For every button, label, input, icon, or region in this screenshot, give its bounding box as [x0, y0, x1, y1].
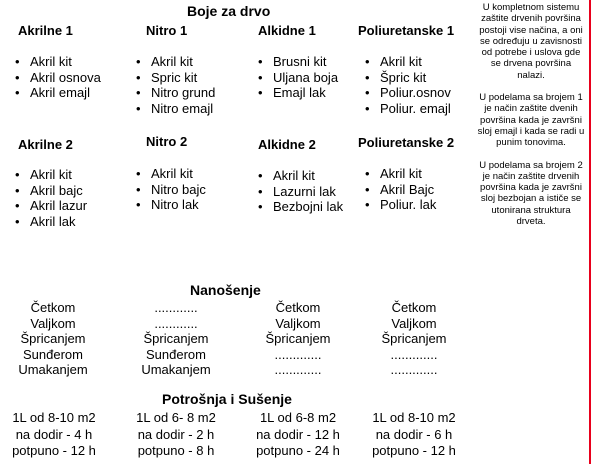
list-item: • Nitro grund: [136, 85, 216, 100]
table-cell: Valjkom: [30, 315, 76, 331]
bullet-icon: •: [258, 199, 263, 214]
bullet-icon: •: [365, 166, 370, 181]
table-cell: .............: [274, 346, 322, 362]
bullet-icon: •: [15, 167, 20, 182]
heading-poliuretanske-2: Poliuretanske 2: [358, 135, 455, 150]
table-cell: potpuno - 8 h: [137, 443, 215, 458]
list-item: • Emajl lak: [258, 85, 326, 100]
list-item: • Nitro emajl: [136, 100, 214, 116]
list-item: • Akril kit: [136, 54, 193, 69]
list-alkidne-1: [258, 54, 338, 101]
sidebar-paragraph: U podelama sa brojem 2 je način zaštite drvenih površina kada je završni sloj bezbojan a ističe se utonirana struktura drveta.: [479, 159, 583, 228]
list-item: • Akril kit: [258, 168, 315, 183]
table-cell: 1L od 8-10 m2: [372, 410, 456, 425]
table-cell: potpuno - 12 h: [12, 443, 96, 458]
table-cell: na dodir - 6 h: [375, 426, 453, 442]
page-title: Boje za drvo: [187, 3, 271, 19]
list-item: • Akril kit: [365, 54, 422, 69]
bullet-icon: •: [258, 183, 263, 199]
bullet-icon: •: [136, 69, 141, 85]
heading-akrilne-1: Akrilne 1: [18, 23, 73, 38]
list-item: • Poliur. emajl: [365, 100, 451, 116]
potrosnja-title: Potrošnja i Sušenje: [162, 391, 292, 407]
list-nitro-1: [136, 54, 215, 116]
bullet-icon: •: [258, 54, 263, 69]
table-cell: Špricanjem: [20, 331, 86, 346]
list-item: • Akril osnova: [15, 69, 101, 85]
list-akrilne-1: [15, 54, 101, 101]
bullet-icon: •: [136, 166, 141, 181]
list-poliuretanske-2: [365, 166, 436, 213]
list-item: • Uljana boja: [258, 69, 339, 85]
list-item: • Akril bajc: [15, 182, 83, 198]
table-cell: 1L od 8-10 m2: [12, 410, 96, 425]
bullet-icon: •: [15, 69, 20, 85]
bullet-icon: •: [136, 100, 141, 116]
list-item: • Spric kit: [136, 69, 198, 85]
bullet-icon: •: [258, 69, 263, 85]
list-item: • Poliur. lak: [365, 197, 437, 212]
sidebar-paragraph: U podelama sa brojem 1 je način zaštite dvenih površina kada je završni sloj emajl i kada se radi u punim tonovima.: [477, 92, 585, 149]
table-cell: ............: [154, 315, 198, 331]
bullet-icon: •: [136, 54, 141, 69]
bullet-icon: •: [365, 100, 370, 116]
table-cell: .............: [274, 362, 322, 377]
list-item: • Akril emajl: [15, 85, 90, 100]
sidebar-notes: [476, 2, 586, 238]
bullet-icon: •: [136, 85, 141, 100]
potrosnja-column-2: [121, 410, 231, 460]
table-cell: .............: [390, 362, 438, 377]
list-poliuretanske-1: [365, 54, 451, 116]
bullet-icon: •: [365, 197, 370, 212]
bullet-icon: •: [15, 54, 20, 69]
table-cell: Umakanjem: [141, 362, 211, 377]
nanosenje-column-4: [364, 300, 464, 378]
bullet-icon: •: [15, 85, 20, 100]
table-cell: Špricanjem: [265, 331, 331, 346]
bullet-icon: •: [258, 168, 263, 183]
table-cell: na dodir - 12 h: [256, 426, 340, 442]
heading-nitro-1: Nitro 1: [146, 23, 188, 38]
table-cell: Četkom: [275, 300, 321, 315]
heading-akrilne-2: Akrilne 2: [18, 137, 73, 152]
list-item: • Brusni kit: [258, 54, 327, 69]
table-cell: .............: [390, 346, 438, 362]
table-cell: 1L od 6- 8 m2: [136, 410, 216, 425]
table-cell: na dodir - 4 h: [15, 426, 93, 442]
nanosenje-column-2: [126, 300, 226, 378]
list-item: • Poliur.osnov: [365, 85, 451, 100]
nanosenje-column-3: [248, 300, 348, 378]
table-cell: potpuno - 24 h: [256, 443, 340, 458]
list-item: • Akril kit: [136, 166, 193, 181]
list-item: • Bezbojni lak: [258, 199, 344, 214]
table-cell: ............: [154, 300, 198, 315]
list-nitro-2: [136, 166, 206, 213]
bullet-icon: •: [258, 85, 263, 100]
potrosnja-column-1: [0, 410, 109, 460]
potrosnja-column-4: [359, 410, 469, 460]
bullet-icon: •: [136, 197, 141, 212]
list-akrilne-2: [15, 167, 87, 229]
bullet-icon: •: [136, 181, 141, 197]
bullet-icon: •: [15, 182, 20, 198]
table-cell: Četkom: [391, 300, 437, 315]
potrosnja-column-3: [243, 410, 353, 460]
table-cell: Špricanjem: [381, 331, 447, 346]
table-cell: na dodir - 2 h: [137, 426, 215, 442]
bullet-icon: •: [15, 213, 20, 229]
heading-alkidne-2: Alkidne 2: [258, 137, 316, 152]
heading-nitro-2: Nitro 2: [146, 134, 188, 149]
red-border-line: [589, 0, 591, 464]
list-item: • Akril lak: [15, 213, 76, 229]
list-item: • Akril kit: [15, 167, 72, 182]
bullet-icon: •: [365, 181, 370, 197]
bullet-icon: •: [365, 54, 370, 69]
table-cell: Valjkom: [275, 315, 321, 331]
list-item: • Nitro bajc: [136, 181, 206, 197]
nanosenje-title: Nanošenje: [190, 282, 261, 298]
heading-poliuretanske-1: Poliuretanske 1: [358, 23, 455, 38]
table-cell: Umakanjem: [18, 362, 88, 377]
list-item: • Špric kit: [365, 69, 427, 85]
sidebar-paragraph: U kompletnom sistemu zaštite drvenih površina postoji vise načina, a oni se određuju u zavisnosti od potrebe i uslova gde se drvena površina nalazi.: [479, 2, 583, 81]
heading-alkidne-1: Alkidne 1: [258, 23, 316, 38]
table-cell: Sunđerom: [146, 346, 206, 362]
list-item: • Akril lazur: [15, 198, 88, 213]
table-cell: Špricanjem: [143, 331, 209, 346]
bullet-icon: •: [365, 69, 370, 85]
list-item: • Akril Bajc: [365, 181, 435, 197]
bullet-icon: •: [15, 198, 20, 213]
table-cell: Četkom: [30, 300, 76, 315]
table-cell: potpuno - 12 h: [372, 443, 456, 458]
table-cell: 1L od 6-8 m2: [259, 410, 337, 425]
nanosenje-column-1: [3, 300, 103, 378]
list-alkidne-2: [258, 168, 343, 215]
bullet-icon: •: [365, 85, 370, 100]
list-item: • Akril kit: [15, 54, 72, 69]
list-item: • Lazurni lak: [258, 183, 336, 199]
table-cell: Valjkom: [391, 315, 437, 331]
list-item: • Akril kit: [365, 166, 422, 181]
table-cell: Sunđerom: [23, 346, 83, 362]
list-item: • Nitro lak: [136, 197, 199, 212]
